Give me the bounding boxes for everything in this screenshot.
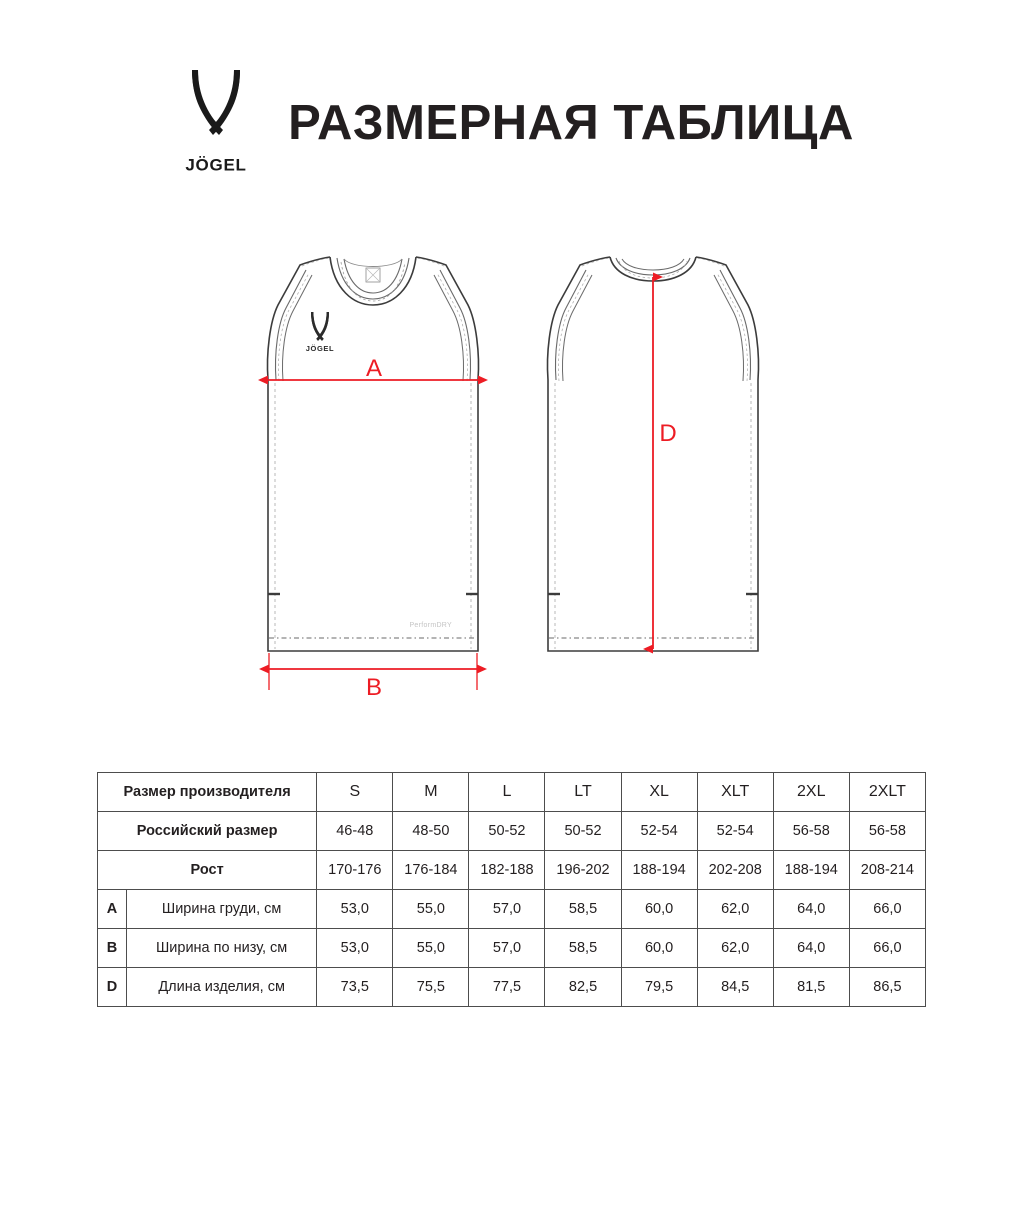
b-value-s: 53,0 — [317, 929, 393, 968]
garment-technical-drawing — [0, 235, 1024, 715]
a-value-2xl: 64,0 — [773, 890, 849, 929]
russian-size-2xlt: 56-58 — [849, 812, 925, 851]
size-s: S — [317, 773, 393, 812]
garment-illustrations — [0, 235, 1024, 715]
b-value-xlt: 62,0 — [697, 929, 773, 968]
chest-logo — [306, 312, 334, 353]
d-value-lt: 82,5 — [545, 968, 621, 1007]
size-lt: LT — [545, 773, 621, 812]
label-height: Рост — [98, 851, 317, 890]
a-value-2xlt: 66,0 — [849, 890, 925, 929]
page-header — [0, 60, 1024, 185]
d-value-s: 73,5 — [317, 968, 393, 1007]
measurement-name-d: Длина изделия, см — [127, 968, 317, 1007]
hem-brand-text: PerformDRY — [409, 622, 452, 629]
d-value-l: 77,5 — [469, 968, 545, 1007]
height-l: 182-188 — [469, 851, 545, 890]
b-value-2xl: 64,0 — [773, 929, 849, 968]
measurement-b-label: B — [365, 674, 383, 701]
russian-size-xlt: 52-54 — [697, 812, 773, 851]
jogel-logo-icon — [179, 67, 253, 151]
height-xlt: 202-208 — [697, 851, 773, 890]
size-chart-table — [97, 772, 926, 1007]
height-m: 176-184 — [393, 851, 469, 890]
size-xlt: XLT — [697, 773, 773, 812]
measurement-a — [268, 355, 478, 382]
d-value-2xl: 81,5 — [773, 968, 849, 1007]
measurement-d-label: D — [659, 420, 677, 447]
label-manufacturer-size: Размер производителя — [98, 773, 317, 812]
measurement-b — [269, 653, 477, 701]
size-2xl: 2XL — [773, 773, 849, 812]
russian-size-lt: 50-52 — [545, 812, 621, 851]
measurement-letter-b: B — [98, 929, 127, 968]
jogel-wordmark — [171, 153, 261, 177]
table-row-measurement-a — [98, 890, 926, 929]
size-2xlt: 2XLT — [849, 773, 925, 812]
height-2xlt: 208-214 — [849, 851, 925, 890]
b-value-xl: 60,0 — [621, 929, 697, 968]
a-value-s: 53,0 — [317, 890, 393, 929]
russian-size-2xl: 56-58 — [773, 812, 849, 851]
size-m: M — [393, 773, 469, 812]
d-value-xlt: 84,5 — [697, 968, 773, 1007]
table-row-manufacturer-size — [98, 773, 926, 812]
size-chart-table-wrapper — [97, 772, 926, 1007]
d-value-xl: 79,5 — [621, 968, 697, 1007]
measurement-name-b: Ширина по низу, см — [127, 929, 317, 968]
table-row-measurement-b — [98, 929, 926, 968]
russian-size-xl: 52-54 — [621, 812, 697, 851]
table-row-measurement-d — [98, 968, 926, 1007]
b-value-lt: 58,5 — [545, 929, 621, 968]
jogel-logo — [170, 67, 262, 179]
table-row-height — [98, 851, 926, 890]
russian-size-s: 46-48 — [317, 812, 393, 851]
height-lt: 196-202 — [545, 851, 621, 890]
page-title: РАЗМЕРНАЯ ТАБЛИЦА — [288, 95, 854, 150]
front-view-garment — [267, 257, 478, 651]
height-s: 170-176 — [317, 851, 393, 890]
svg-text:JÖGEL: JÖGEL — [305, 344, 335, 353]
a-value-xlt: 62,0 — [697, 890, 773, 929]
d-value-m: 75,5 — [393, 968, 469, 1007]
size-l: L — [469, 773, 545, 812]
a-value-lt: 58,5 — [545, 890, 621, 929]
a-value-m: 55,0 — [393, 890, 469, 929]
svg-text:JÖGEL: JÖGEL — [185, 155, 247, 174]
russian-size-l: 50-52 — [469, 812, 545, 851]
measurement-a-label: A — [365, 355, 383, 382]
table-row-russian-size — [98, 812, 926, 851]
measurement-name-a: Ширина груди, см — [127, 890, 317, 929]
height-xl: 188-194 — [621, 851, 697, 890]
d-value-2xlt: 86,5 — [849, 968, 925, 1007]
measurement-letter-d: D — [98, 968, 127, 1007]
a-value-xl: 60,0 — [621, 890, 697, 929]
b-value-m: 55,0 — [393, 929, 469, 968]
height-2xl: 188-194 — [773, 851, 849, 890]
b-value-2xlt: 66,0 — [849, 929, 925, 968]
russian-size-m: 48-50 — [393, 812, 469, 851]
size-xl: XL — [621, 773, 697, 812]
measurement-letter-a: A — [98, 890, 127, 929]
label-russian-size: Российский размер — [98, 812, 317, 851]
a-value-l: 57,0 — [469, 890, 545, 929]
b-value-l: 57,0 — [469, 929, 545, 968]
